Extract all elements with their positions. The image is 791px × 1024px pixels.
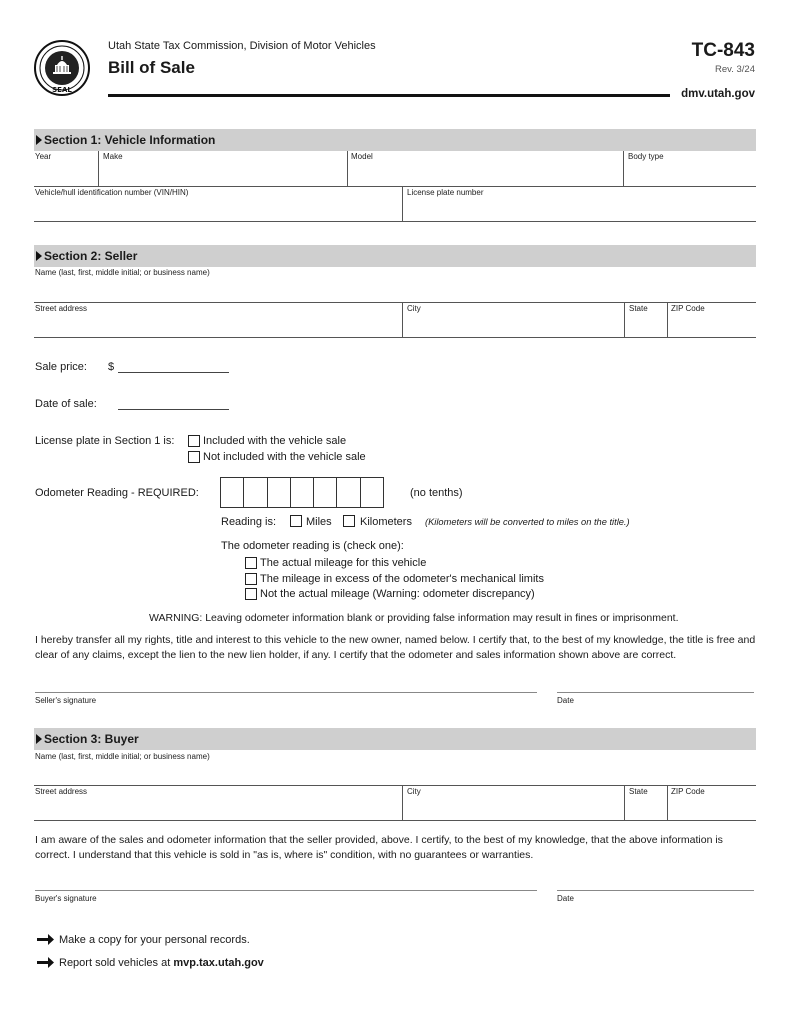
sale-price-field[interactable] xyxy=(118,372,229,373)
buyer-street-label: Street address xyxy=(35,787,88,796)
year-field[interactable] xyxy=(35,163,95,185)
buyer-name-label: Name (last, first, middle initial; or business name) xyxy=(35,752,210,761)
buyer-zip-label: ZIP Code xyxy=(671,787,705,796)
odometer-warning: WARNING: Leaving odometer information blank or providing false information may result in fines or imprisonment. xyxy=(149,612,679,624)
divider xyxy=(34,221,756,222)
seller-state-label: State xyxy=(629,304,648,313)
seller-name-field[interactable] xyxy=(35,279,754,300)
actual-mileage-checkbox[interactable] xyxy=(245,557,257,569)
buyer-certification: I am aware of the sales and odometer information that the seller provided, above. I certify, to the best of my knowledge, that the above information is correct. I understand that this vehicle is sold in "as is, where is" condition, with no guarantees or warranties. xyxy=(35,834,723,861)
buyer-state-label: State xyxy=(629,787,648,796)
plate-not-included-label: Not included with the vehicle sale xyxy=(203,451,366,463)
odometer-digit[interactable] xyxy=(337,478,360,507)
odometer-digit[interactable] xyxy=(361,478,383,507)
date-of-sale-field[interactable] xyxy=(118,409,229,410)
kilometers-checkbox[interactable] xyxy=(343,515,355,527)
reading-is-label: Reading is: xyxy=(221,516,277,528)
excess-mileage-checkbox[interactable] xyxy=(245,573,257,585)
odometer-digit[interactable] xyxy=(268,478,291,507)
make-label: Make xyxy=(103,152,123,161)
buyer-state-field[interactable] xyxy=(627,797,665,819)
plate-included-checkbox[interactable] xyxy=(188,435,200,447)
seller-signature-label: Seller's signature xyxy=(35,696,97,705)
divider xyxy=(623,151,624,186)
plate-included-label: Included with the vehicle sale xyxy=(203,435,347,447)
year-label: Year xyxy=(35,152,52,161)
odometer-digit[interactable] xyxy=(244,478,267,507)
miles-checkbox[interactable] xyxy=(290,515,302,527)
buyer-signature-label: Buyer's signature xyxy=(35,894,97,903)
plate-number-field[interactable] xyxy=(406,198,754,220)
buyer-date-label: Date xyxy=(557,894,574,903)
buyer-signature-field[interactable] xyxy=(35,890,537,891)
agency-name: Utah State Tax Commission, Division of Motor Vehicles xyxy=(108,40,376,52)
divider xyxy=(34,337,756,338)
divider xyxy=(402,302,403,337)
buyer-city-label: City xyxy=(407,787,421,796)
seller-city-label: City xyxy=(407,304,421,313)
divider xyxy=(624,302,625,337)
odometer-digit-boxes[interactable] xyxy=(220,477,384,508)
buyer-date-field[interactable] xyxy=(557,890,754,891)
divider xyxy=(34,820,756,821)
revision-date: Rev. 3/24 xyxy=(715,64,755,75)
sale-price-label: Sale price: xyxy=(35,361,87,373)
utah-tax-commission-seal xyxy=(34,40,90,96)
odometer-label: Odometer Reading - REQUIRED: xyxy=(35,487,199,499)
seller-zip-label: ZIP Code xyxy=(671,304,705,313)
dollar-sign: $ xyxy=(108,361,115,373)
report-sold-note xyxy=(59,957,264,969)
odometer-digit[interactable] xyxy=(221,478,244,507)
section1-title: Section 1: Vehicle Information xyxy=(44,133,216,147)
section3-heading xyxy=(34,728,756,750)
buyer-zip-field[interactable] xyxy=(670,797,754,819)
buyer-street-field[interactable] xyxy=(35,797,399,819)
copy-records-note: Make a copy for your personal records. xyxy=(59,934,250,946)
body-type-label: Body type xyxy=(628,152,664,161)
divider xyxy=(667,302,668,337)
vin-label: Vehicle/hull identification number (VIN/HIN) xyxy=(35,188,189,197)
section1-heading xyxy=(34,129,756,151)
seller-name-label: Name (last, first, middle initial; or business name) xyxy=(35,268,210,277)
seller-state-field[interactable] xyxy=(627,314,665,336)
divider xyxy=(98,151,99,186)
plate-not-included-checkbox[interactable] xyxy=(188,451,200,463)
section3-title: Section 3: Buyer xyxy=(44,732,139,746)
report-sold-link[interactable]: mvp.tax.utah.gov xyxy=(173,957,264,969)
not-actual-mileage-label: Not the actual mileage (Warning: odometer discrepancy) xyxy=(260,588,535,600)
divider xyxy=(34,186,756,187)
miles-label: Miles xyxy=(306,516,332,528)
divider xyxy=(34,302,756,303)
header-rule xyxy=(108,94,670,97)
odometer-check-label: The odometer reading is (check one): xyxy=(221,540,404,552)
divider xyxy=(667,785,668,820)
section-marker-icon xyxy=(36,135,42,145)
website-link[interactable]: dmv.utah.gov xyxy=(681,88,755,100)
arrow-right-icon xyxy=(37,934,54,945)
odometer-digit[interactable] xyxy=(291,478,314,507)
model-field[interactable] xyxy=(350,163,620,185)
model-label: Model xyxy=(351,152,373,161)
excess-mileage-label: The mileage in excess of the odometer's mechanical limits xyxy=(260,573,544,585)
report-sold-text: Report sold vehicles at xyxy=(59,957,174,969)
form-title: Bill of Sale xyxy=(108,58,195,77)
section2-heading xyxy=(34,245,756,267)
divider xyxy=(34,785,756,786)
seller-street-field[interactable] xyxy=(35,314,399,336)
seller-certification: I hereby transfer all my rights, title and interest to this vehicle to the new owner, named below. I certify that, to the best of my knowledge, the title is free and clear of any claims, except the lien to the new lien holder, if any. I certify that the odometer and sales information shown above are correct. xyxy=(35,634,756,661)
seller-signature-field[interactable] xyxy=(35,692,537,693)
divider xyxy=(624,785,625,820)
divider xyxy=(402,186,403,221)
buyer-name-field[interactable] xyxy=(35,763,754,784)
arrow-right-icon xyxy=(37,957,54,968)
seal-text: SEAL xyxy=(52,86,72,94)
seller-zip-field[interactable] xyxy=(670,314,754,336)
plate-question-label: License plate in Section 1 is: xyxy=(35,435,175,447)
odometer-digit[interactable] xyxy=(314,478,337,507)
section-marker-icon xyxy=(36,251,42,261)
kilometers-label: Kilometers xyxy=(360,516,412,528)
seller-date-field[interactable] xyxy=(557,692,754,693)
vin-field[interactable] xyxy=(35,198,399,220)
divider xyxy=(402,785,403,820)
section-marker-icon xyxy=(36,734,42,744)
buyer-city-field[interactable] xyxy=(406,797,621,819)
kilometers-note: (Kilometers will be converted to miles on the title.) xyxy=(425,517,630,527)
body-type-field[interactable] xyxy=(626,163,754,185)
section2-title: Section 2: Seller xyxy=(44,249,138,263)
plate-label: License plate number xyxy=(407,188,484,197)
actual-mileage-label: The actual mileage for this vehicle xyxy=(260,557,427,569)
date-of-sale-label: Date of sale: xyxy=(35,398,97,410)
no-tenths-note: (no tenths) xyxy=(410,487,463,499)
not-actual-mileage-checkbox[interactable] xyxy=(245,588,257,600)
seller-date-label: Date xyxy=(557,696,574,705)
seller-city-field[interactable] xyxy=(406,314,621,336)
divider xyxy=(347,151,348,186)
form-number: TC-843 xyxy=(691,40,755,61)
make-field[interactable] xyxy=(102,163,344,185)
seller-street-label: Street address xyxy=(35,304,88,313)
